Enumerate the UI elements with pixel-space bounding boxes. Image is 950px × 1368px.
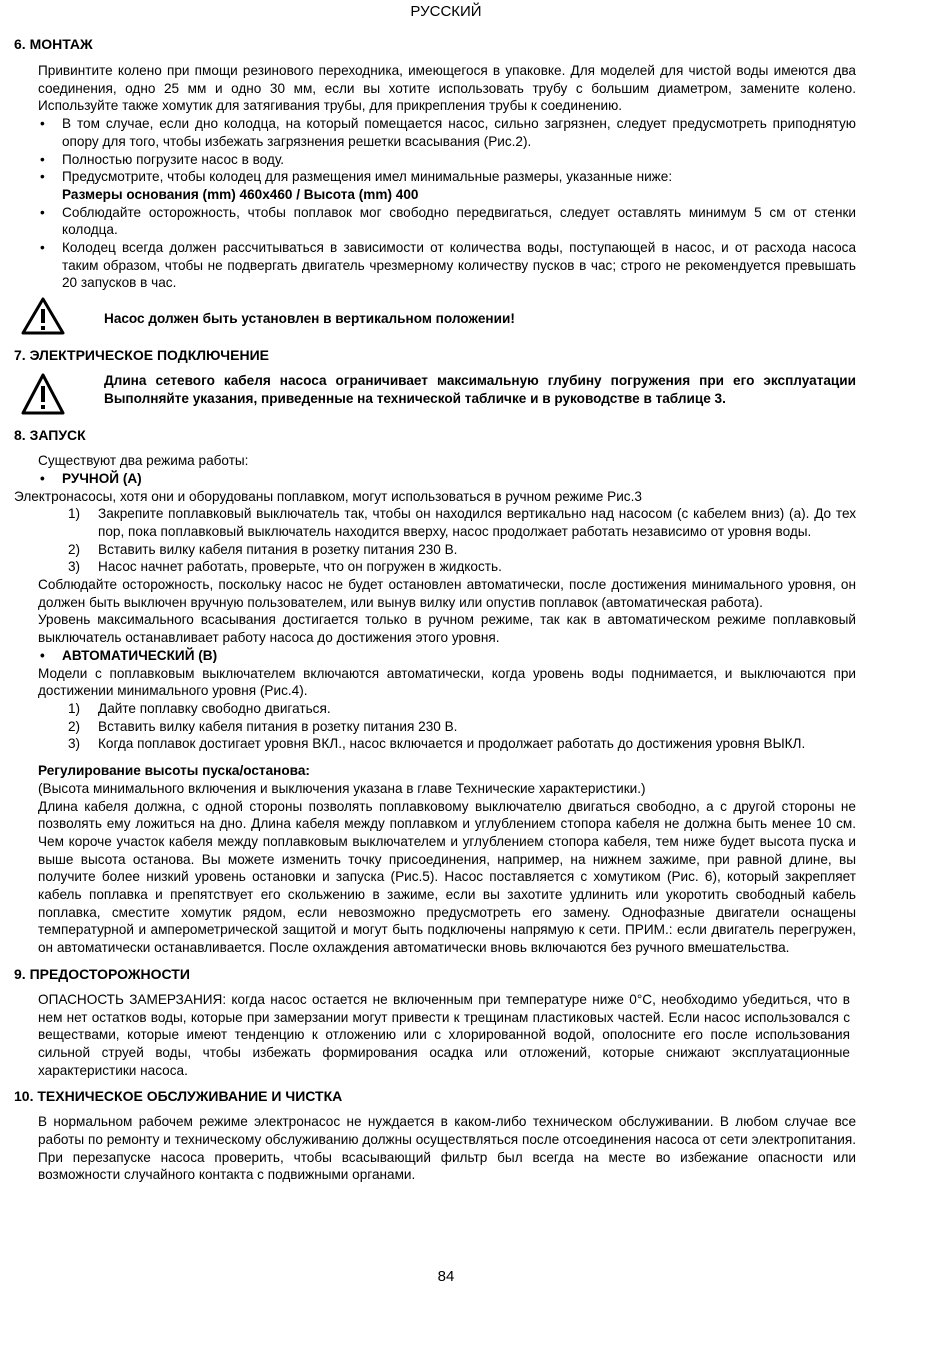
section-10-text: В нормальном рабочем режиме электронасос не нуждается в каком-либо техническом обслуживании. В любом случае все работы по ремонту и техническому обслуживанию должны осуществляться после отсоединения насоса от сети электропитания. При перезапуске насоса проверить, чтобы всасывающий фильтр был всегда на месте во избежание опасности или возможности случайного контакта с подвижными органами.: [38, 1114, 856, 1183]
step-number: 3): [68, 559, 81, 575]
height-regulation-title: Регулирование высоты пуска/останова:: [38, 763, 310, 779]
step-number: 3): [68, 736, 81, 752]
auto-step-2: [38, 718, 856, 736]
section-10-title: 10. ТЕХНИЧЕСКОЕ ОБСЛУЖИВАНИЕ И ЧИСТКА: [14, 1088, 343, 1105]
manual-note-2: Уровень максимального всасывания достигается только в ручном режиме, так как в автоматическом режиме поплавковый выключатель останавливает работу насоса до достижения этого уровня.: [38, 612, 856, 646]
auto-step-1: [38, 700, 856, 718]
step-text: Вставить вилку кабеля питания в розетку питания 230 В.: [98, 718, 458, 734]
section-6-intro: Привинтите колено при пмощи резинового переходника, имеющегося в упаковке. Для моделей для чистой воды имеются два соединения, одно 25 мм и одно 30 мм, если вы хотите использовать трубу с большим диаметром, замените колено. Используйте также хомутик для затягивания трубы, для прикрепления трубы к соединению.: [38, 63, 856, 114]
section-7-warning: [14, 372, 856, 426]
page-header-language: РУССКИЙ: [410, 3, 482, 20]
section-6-warning-text: Насос должен быть установлен в вертикальном положении!: [104, 311, 515, 327]
section-9-text: ОПАСНОСТЬ ЗАМЕРЗАНИЯ: когда насос остается не включенным при температуре ниже 0°С, необходимо убедиться, что в нем нет остатков воды, которые при замерзании могут привести к трещинам пластиковых частей. Если насос использовался с веществами, которые имеют тенденцию к отложению или с хлорированной водой, ополосните его после использования сильной струей воды, чтобы избежать формирования осадка или отложений, которые снижают эксплуатационные характеристики насоса.: [38, 991, 850, 1078]
height-regulation-text: Длина кабеля должна, с одной стороны позволять поплавковому выключателю двигаться свободно, а с другой стороны не позволять ему ложиться на дно. Длина кабеля между поплавком и углублением стопора кабеля не должна быть менее 10 см. Чем короче участок кабеля между поплавковым выключателем и углублением стопора кабеля, тем ниже будет высота пуска и выше высота останова. Вы можете изменить точку присоединения, например, на нижнем зажиме, при равной длине, вы получите более низкий уровень остановки и запуска (Рис.5). Насос поставляется с хомутиком (Рис. 6), который закрепляет кабель поплавка и препятствует его скольжению в зажиме, если вы захотите удлинить или укоротить свободный кабель поплавка, сместите хомутик рядом, если невозможно предусмотреть его замену. Однофазные двигатели оснащены температурной и амперометрической защитой и могут быть подключены напрямую к сети. ПРИМ.: если двигатель перегружен, он автоматически останавливается. После охлаждения автоматически вновь включаются без ручного вмешательства.: [38, 798, 856, 956]
section-6-warning: [14, 296, 856, 340]
manual-step-3: [38, 558, 856, 576]
step-number: 1): [68, 700, 81, 716]
auto-mode-text: Модели с поплавковым выключателем включаются автоматически, когда уровень воды поднимается, и выключаются при достижении минимального уровня (Рис.4).: [38, 665, 856, 699]
auto-mode-title: • АВТОМАТИЧЕСКИЙ (B): [38, 647, 856, 665]
warning-triangle-icon: [20, 372, 66, 416]
section-8-intro: Существуют два режима работы:: [38, 453, 249, 469]
section-9-title: 9. ПРЕДОСТОРОЖНОСТИ: [14, 965, 190, 982]
manual-mode-title: • РУЧНОЙ (А): [38, 470, 856, 488]
page-number: 84: [437, 1268, 455, 1285]
section-6-bullet-3: [38, 168, 856, 203]
section-8-title: 8. ЗАПУСК: [14, 427, 86, 444]
section-7-title: 7. ЭЛЕКТРИЧЕСКОЕ ПОДКЛЮЧЕНИЕ: [14, 347, 269, 364]
step-number: 2): [68, 718, 81, 734]
section-7-warning-text: Длина сетевого кабеля насоса ограничивает максимальную глубину погружения при его эксплуатации Выполняйте указания, приведенные на технической табличке и в руководстве в таблице 3.: [104, 373, 856, 406]
warning-triangle-icon: [20, 296, 66, 336]
manual-step-1: [38, 505, 856, 540]
manual-note-1: Соблюдайте осторожность, поскольку насос не будет остановлен автоматически, после достижения минимального уровня, он должен быть выключен вручную пользователем, или вынув вилку или опустив поплавок (автоматическая работа).: [38, 577, 856, 610]
manual-mode-text: Электронасосы, хотя они и оборудованы поплавком, могут использоваться в ручном режиме Рис.3: [14, 488, 642, 504]
height-regulation-subtitle: (Высота минимального включения и выключения указана в главе Технические характеристики.): [38, 780, 646, 796]
auto-step-3: [38, 735, 856, 753]
section-6-title: 6. МОНТАЖ: [14, 36, 93, 52]
section-6-dimensions: Размеры основания (mm) 460x460 / Высота (mm) 400: [62, 186, 419, 202]
step-number: 1): [68, 506, 81, 522]
step-text: Вставить вилку кабеля питания в розетку питания 230 В.: [98, 541, 458, 557]
section-6-bullet-1: • В том случае, если дно колодца, на который помещается насос, сильно загрязнен, следует предусмотреть приподнятую опору для того, чтобы избежать загрязнения решетки всасывания (Рис.2).: [38, 115, 856, 150]
step-number: 2): [68, 541, 81, 557]
section-6-bullet-3-text: • Предусмотрите, чтобы колодец для размещения имел минимальные размеры, указанные ниже:: [62, 169, 673, 185]
step-text: Насос начнет работать, проверьте, что он погружен в жидкость.: [98, 559, 502, 575]
step-text: Когда поплавок достигает уровня ВКЛ., насос включается и продолжает работать до достижения уровня ВЫКЛ.: [98, 736, 806, 752]
section-6-bullet-5: • Колодец всегда должен рассчитываться в зависимости от количества воды, поступающей в насос, и от расхода насоса таким образом, чтобы не подвергать двигатель чрезмерному количеству пусков в час; строго не рекомендуется превышать 20 запусков в час.: [38, 239, 856, 292]
section-6-bullet-4: • Соблюдайте осторожность, чтобы поплавок мог свободно передвигаться, следует оставлять минимум 5 см от стенки колодца.: [38, 204, 856, 239]
step-text: Закрепите поплавковый выключатель так, чтобы он находился вертикально над насосом (с кабелем вниз) (а). До тех пор, пока поплавковый выключатель находится вверху, насос продолжает работать независимо от уровня воды.: [98, 506, 856, 539]
document-page: [14, 35, 856, 1184]
manual-step-2: [38, 541, 856, 559]
step-text: Дайте поплавку свободно двигаться.: [98, 700, 331, 716]
section-6-bullet-2: • Полностью погрузите насос в воду.: [38, 151, 856, 169]
